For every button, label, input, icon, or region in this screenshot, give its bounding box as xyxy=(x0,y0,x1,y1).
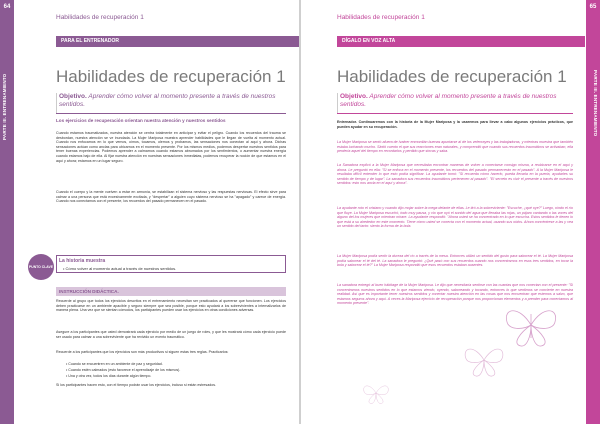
key-point-badge: PUNTO CLAVE xyxy=(28,254,54,280)
subhead: Los ejercicios de recuperación orientan nuestra atención y nuestros sentidos xyxy=(56,118,226,123)
side-tab xyxy=(586,0,600,424)
objective-label: Objetivo. xyxy=(59,93,87,100)
story-box xyxy=(56,255,286,273)
running-head: Habilidades de recuperación 1 xyxy=(337,14,425,21)
paragraph: Recuerde a los participantes que los ejercicios son más productivos si siguen estas tres reglas. Practicarlos: xyxy=(56,350,229,354)
trainer-lead: Entrenador. Continuaremos con la historia de la Mujer Mariposa y la usaremos para llevar a cabo algunos ejercicios prácticos, que pueden ayudar en su recuperación. xyxy=(337,120,573,129)
side-label: PARTE III. ENTRENAMIENTO xyxy=(593,70,598,137)
paragraph: Recuerde al grupo que todos los ejercicios descritos en el entrenamiento necesitan ser practicados al quererse que funcionen. Los ejercicios deben practicarse en un ambiente apacible y seguro siempre que sea posible, porque esto ayudará a los sobrevivientes a internalizarlos de manera plena. Una vez que se sientan cómodos, los participantes pueden usar los ejercicios en otras condiciones adversas. xyxy=(56,299,286,313)
box-title: La historia muestra xyxy=(59,258,106,264)
side-tab xyxy=(0,0,14,424)
story-paragraph: La sanadora entregó al buen hábitage de la Mujer Mariposa. Le dijo que necesitaría sentirse con las cuantas que nos conectan con el presente: "Si concentramos nuestros sentidos en lo que estamos viendo, oyendo, saboreando y tocando, entonces lo que sentimos se convierte en nuestra realidad. Así que es importante tener nuestros sentidos y conectar nuestra atención en las cosas que nos encuentran que estemos a salvo, que estamos seguros ahora y aquí. A veces la Mariposa ejercicio de recuperación porque nos proporcionan elementos y a prender para conectarnos al momento presente". xyxy=(337,283,573,306)
objective xyxy=(337,93,573,113)
story-paragraph: La ayudante roto el cristano y cuando dijo mojar sobre la mega delante de ellas. Le tiró a la sobreviviente: "Escuche, ¿qué oye?" Luego, oíndo el río que fluye. La Mujer Mariposa escuchó, todo muy pausa, y vio que oyó el sonido del agua que llenaba las rojas, un pájaro cantando o las voces del alguno del los mujeres que mientran mirare. La ayudante respondió: "Ahora usted se ha concentrado en lo que escucha. Estos sentidos le tienen lo que está a su alrededor en este momento. Tiene cómo usted se conecta con el momento actual, usando sus oídos. Ahora concéntrese a las y vea un sentido del tacto: siento la forma de la bola. xyxy=(337,206,573,229)
page-title: Habilidades de recuperación 1 xyxy=(56,67,286,86)
left-page xyxy=(0,0,299,424)
page-number: 65 xyxy=(589,4,597,10)
list-item: • Cuando se encuentren en un ambiente de paz y seguridad. xyxy=(66,362,163,366)
objective-text: Aprender cómo volver al momento presente a través de nuestros sentidos. xyxy=(340,93,557,108)
paragraph: Cuando estamos traumatizados, nuestra atención se centra totalmente en anticipar y evitar el peligro. Cuando los recuerdos del trauma se desbordan, nuestra atención se ve inundada. La Mujer Mariposa muestra aprender habilidades que le llegan de vuelta al momento actual. Cuando nos enfocamos en lo que vemos, oímos, tocamos, olemos y probamos, las sensaciones nos conectan al aquí y ahora. Dichas sensaciones actúan como anclas para ubicarnos en el momento presente. Por los mismos medios, podemos despertar nuestros sentidos para tener buenas experiencias. Podemos aprender a calmarnos cuando estamos abrumados por los sentimientos, o aumentar nuestra energía cuando estamos bajo de ella. Al fijar nuestra atención en nuestras sensaciones inmediatas, podemos recuperar la noción de que estamos en el aquí y ahora; estamos en un lugar seguro. xyxy=(56,131,286,163)
box-item: • Cómo volver al momento actual a través de nuestros sentidos. xyxy=(63,266,177,271)
butterfly-icon xyxy=(501,300,561,350)
right-page xyxy=(301,0,600,424)
side-label: PARTE III. ENTRENAMIENTO xyxy=(2,73,7,140)
running-head: Habilidades de recuperación 1 xyxy=(56,14,144,21)
objective-label: Objetivo. xyxy=(340,93,368,100)
page-title: Habilidades de recuperación 1 xyxy=(337,67,567,86)
section-band: PARA EL ENTRENADOR xyxy=(56,36,299,47)
objective-text: Aprender cómo volver al momento presente a través de nuestros sentidos. xyxy=(59,93,276,108)
list-item: • Una y otra vez, todos los días durante algún tiempo. xyxy=(66,374,152,378)
instruction-band: INSTRUCCIÓN DIDÁCTICA. xyxy=(56,287,286,296)
story-paragraph: La Mujer Mariposa podía sentir la dureza del río a través de la mesa. Entonces utilizó un sentido del gusto para saborear el té. La Mujer Mariposa podía saborear el té del té. La sanadora le preguntó: ¿Qué pasó con sus recuerdos cuando nos concentramos en esos tres sentidos, en tocar la bola y saborear el té?" La Mujer Mariposa respondió que esos recuerdos estaban ausentes. xyxy=(337,254,573,268)
paragraph: Si los participantes hacen esto, con el tiempo podrán usar los ejercicios, incluso si están estresados. xyxy=(56,383,217,387)
page-number: 64 xyxy=(3,4,11,10)
section-band: DÍGALO EN VOZ ALTA xyxy=(337,36,585,47)
list-item: • Cuando estén calmados (esto favorece el aprendizaje de los mismos). xyxy=(66,368,181,372)
objective-rule xyxy=(337,113,573,114)
butterfly-icon xyxy=(461,340,507,380)
paragraph: Asegure a los participantes que usted demostrará cada ejercicio por medio de un juego de roles, y que les mostrará cómo cada ejercicio puede ser usado para calmar a una sobreviviente que ha revivido un evento traumático. xyxy=(56,330,286,339)
objective xyxy=(56,93,286,113)
objective-rule xyxy=(56,113,286,114)
story-paragraph: La Sanadora explicó a la Mujer Mariposa que necesitaba encontrar maneras de volver a conectarse consigo misma, a reubicarse en el aquí y ahora. Le preguntó en ella: "Si se enfoca en el momento presente, los recuerdos del pasado permanecerán en el pasado". A la Mujer Mariposa le resultaba difícil entender lo que esto podía significar. La ayudante tomó: "Si recuerda cómo hacerlo, pueda llevarla en la puerta, ayudarles su sentido de tiempo y de lugar". La sanadora sus recuerdos traumáticos pertenecen al pasado". "El secreto es vivir el presente a través de nuestros sentidos: esto nos ancla en el aquí y ahora". xyxy=(337,163,573,186)
paragraph: Cuando el cuerpo y la mente vuelven a estar en armonía, se estabilizan el sistema nervioso y las respuestas nerviosas. El efecto sirve para calmar a una persona que está excesivamente excitada, y "despertar" a alguien cuyo sistema nervioso se ha "apagado" y carece de energía. Cuando nos conectamos con el presente, los recuerdos del pasado permanecen en el pasado. xyxy=(56,190,286,204)
story-paragraph: La Mujer Mariposa se sentó afuera de Ivalner enmordián buenas apuntarse al de los velenrayes y las trabajadoras, y mientras muestra que también estaba luchando mucho. Sintió cuento el que sus reacciones eran naturales, y comprendió que cuando sus recuerdos traumáticos se activaban, ella perdería aquel del tiempo en recordarlos y perdido que sincas y saba. xyxy=(337,140,573,154)
butterfly-icon xyxy=(361,380,391,406)
